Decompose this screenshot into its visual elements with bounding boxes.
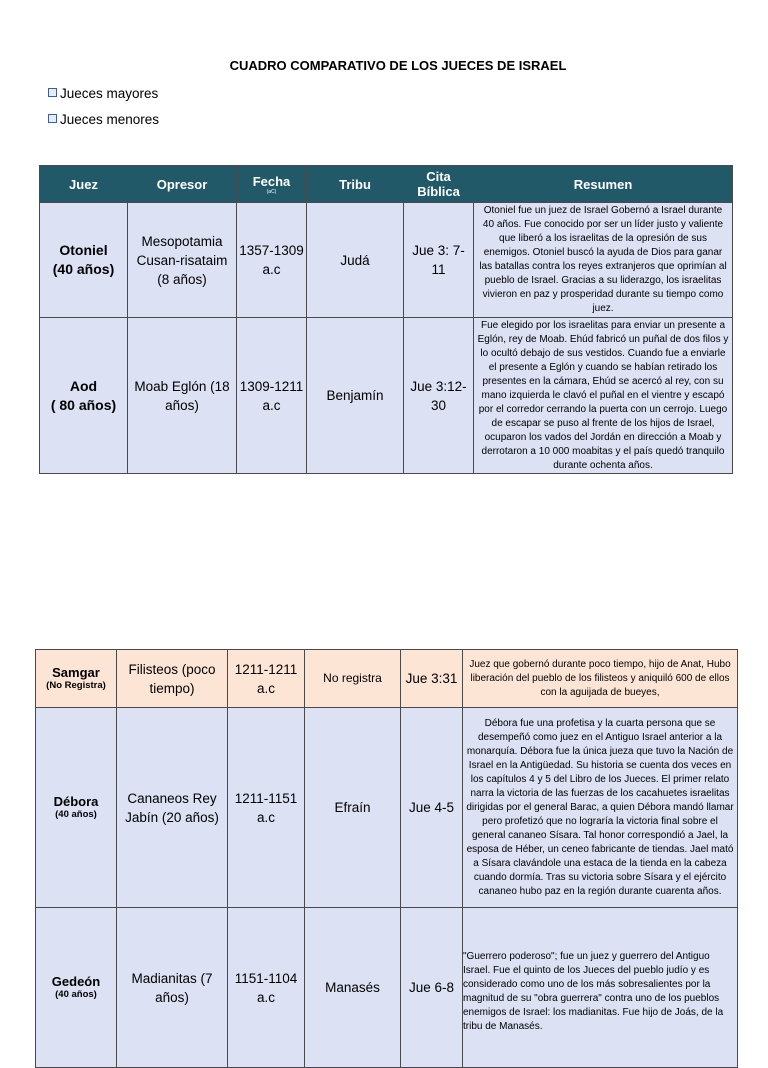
judge-name: Débora xyxy=(53,794,99,809)
date-cell: 1151-1104 a.c xyxy=(228,908,305,1068)
summary-cell: Fue elegido por los israelitas para enviar un presente a Eglón, rey de Moab. Ehúd fabricó un puñal de dos filos y lo ocultó debajo de sus vestidos. Cuando fue a enviarle el presente a Eglón y cuando se habían retirado los presentes en la cámara, Ehúd se acercó al rey, con su mano izquierda le clavó el puñal en el vientre y escapó por el corredor cerrando la puerta con un cerrojo. Luego de escapar se puso al frente de los hijos de Israel, ocuparon los vados del Jordán en dirección a Moab y derrotaron a 10 000 moabitas y el país quedó tranquilo durante ochenta años. xyxy=(474,318,733,474)
judge-name-cell xyxy=(40,318,128,474)
tribe-cell: Manasés xyxy=(305,908,401,1068)
tribe-cell: Benjamín xyxy=(307,318,404,474)
judge-years: (40 años) xyxy=(55,989,97,1000)
date-cell: 1357-1309 a.c xyxy=(237,203,307,318)
judge-name-cell xyxy=(36,708,117,908)
summary-cell: Otoniel fue un juez de Israel Gobernó a Israel durante 40 años. Fue conocido por ser un líder justo y valiente que liberó a los israelitas de la opresión de sus enemigos. Otoniel buscó la ayuda de Dios para ganar las batallas contra los reyes extranjeros que oprimían al pueblo de Israel. Gracias a su liderazgo, los israelitas vivieron en paz y prosperidad durante su tiempo como juez. xyxy=(474,203,733,318)
legend-jueces-mayores xyxy=(48,86,158,101)
header-juez: Juez xyxy=(40,166,128,203)
oppressor-cell: Cananeos Rey Jabín (20 años) xyxy=(117,708,228,908)
judge-years: (40 años) xyxy=(55,809,97,820)
judges-table-minor xyxy=(35,649,738,1068)
date-cell: 1211-1151 a.c xyxy=(228,708,305,908)
header-fecha-label: Fecha xyxy=(252,173,291,189)
oppressor-cell: Mesopotamia Cusan-risataim (8 años) xyxy=(128,203,237,318)
tribe-cell: Efraín xyxy=(305,708,401,908)
legend-label: Jueces mayores xyxy=(60,86,159,101)
cite-cell: Jue 6-8 xyxy=(401,908,463,1068)
checkbox-icon xyxy=(48,114,57,123)
judges-table-major xyxy=(39,165,733,474)
header-opresor: Opresor xyxy=(128,166,237,203)
table-row xyxy=(40,203,733,318)
header-resumen: Resumen xyxy=(474,166,733,203)
summary-cell: Débora fue una profetisa y la cuarta persona que se desempeñó como juez en el Antiguo Israel anterior a la monarquía. Débora fue la única jueza que tuvo la Nación de Israel en la Antigüedad. Su historia se cuenta dos veces en los capítulos 4 y 5 del Libro de los Jueces. El primer relato narra la victoria de las fuerzas de los cacahuetes israelitas dirigidas por el general Barac, a quien Débora mandó llamar pero profetizó que no lograría la victoria final sobre el general cananeo Sísara. Tal honor correspondió a Jael, la esposa de Héber, un ceneo fabricante de tiendas. Jael mató a Sísara clavándole una estaca de la tienda en la cabeza cuando dormía. Tras su victoria sobre Sísara y el ejército cananeo hubo paz en la región durante cuarenta años. xyxy=(463,708,738,908)
oppressor-cell: Filisteos (poco tiempo) xyxy=(117,650,228,708)
table-header-row xyxy=(40,166,733,203)
judge-name: Samgar xyxy=(52,665,100,680)
judge-name: Aod xyxy=(69,377,98,394)
cite-cell: Jue 3:12-30 xyxy=(404,318,474,474)
legend-jueces-menores xyxy=(48,112,159,127)
cite-cell: Jue 4-5 xyxy=(401,708,463,908)
judge-name: Gedeón xyxy=(51,974,101,989)
legend-label: Jueces menores xyxy=(60,112,160,127)
table-row xyxy=(36,708,738,908)
date-cell: 1309-1211 a.c xyxy=(237,318,307,474)
table-row xyxy=(40,318,733,474)
tribe-cell: Judá xyxy=(307,203,404,318)
oppressor-cell: Moab Eglón (18 años) xyxy=(128,318,237,474)
table-row xyxy=(36,908,738,1068)
judge-name-cell xyxy=(40,203,128,318)
header-fecha-sub: (aC) xyxy=(266,188,277,195)
oppressor-cell: Madianitas (7 años) xyxy=(117,908,228,1068)
date-cell: 1211-1211 a.c xyxy=(228,650,305,708)
judge-name: Otoniel xyxy=(59,242,108,258)
judge-name-cell xyxy=(36,908,117,1068)
judge-years: ( 80 años) xyxy=(50,396,117,413)
cite-cell: Jue 3:31 xyxy=(401,650,463,708)
judge-name-cell xyxy=(36,650,117,708)
header-tribu: Tribu xyxy=(307,166,404,203)
tribe-cell: No registra xyxy=(305,650,401,708)
summary-text: "Guerrero poderoso"; fue un juez y guerrero del Antiguo Israel. Fue el quinto de los Jueces del pueblo judío y es considerado como uno de los más sobresalientes por la magnitud de su "obra guerrera" contra uno de los pueblos enemigos de Israel: los madianitas. Fue hijo de Joás, de la tribu de Manasés. xyxy=(463,951,724,1032)
summary-cell: Juez que gobernó durante poco tiempo, hijo de Anat, Hubo liberación del pueblo de los filisteos y aniquiló 600 de ellos con la aguijada de bueyes, xyxy=(463,650,738,708)
summary-cell xyxy=(463,908,738,1068)
checkbox-icon xyxy=(48,88,57,97)
table-row xyxy=(36,650,738,708)
judge-years: (40 años) xyxy=(52,261,115,277)
cite-cell: Jue 3: 7-11 xyxy=(404,203,474,318)
judge-years: (No Registra) xyxy=(46,680,106,691)
header-cita: Cita Bíblica xyxy=(404,166,474,203)
header-fecha xyxy=(237,166,307,203)
page-title: CUADRO COMPARATIVO DE LOS JUECES DE ISRAEL xyxy=(229,58,567,73)
